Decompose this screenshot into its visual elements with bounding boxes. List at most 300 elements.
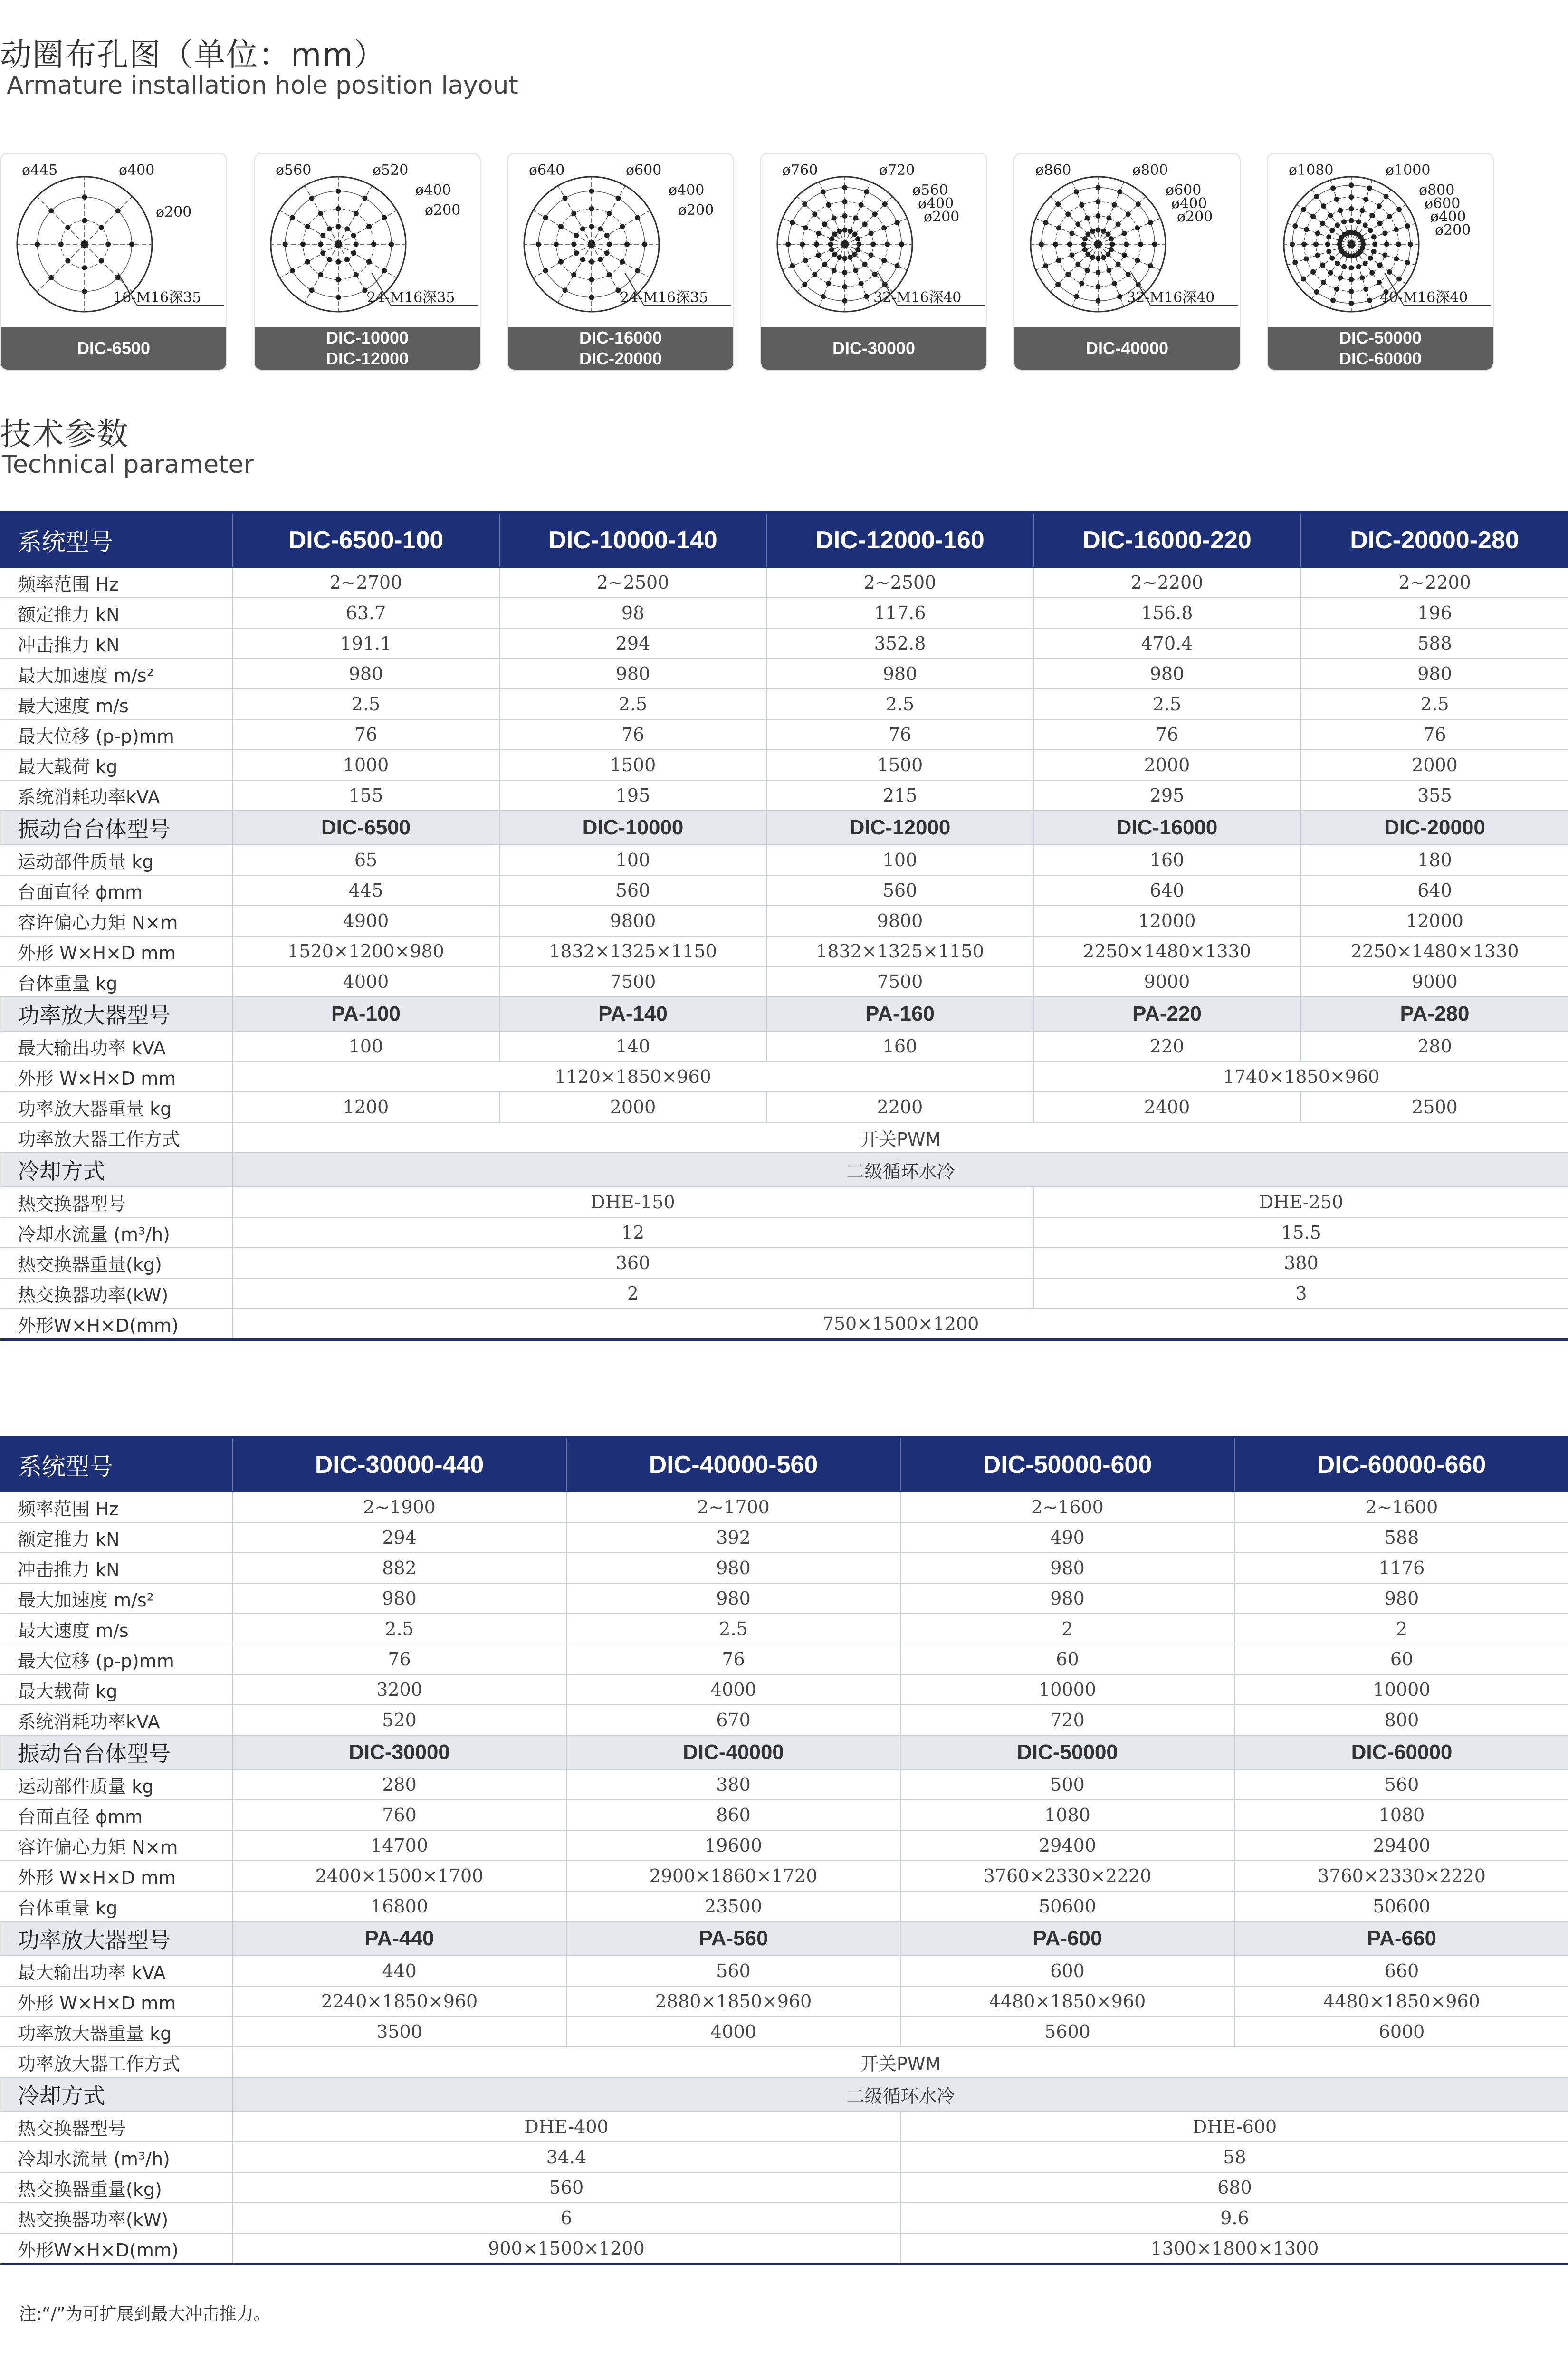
- bolt-hole: [812, 211, 817, 217]
- table-row: [0, 689, 1568, 719]
- table-cell: 3760×2330×2220: [1234, 1861, 1568, 1891]
- table-cell: DIC-50000-600: [900, 1437, 1234, 1492]
- table-cell: 1520×1200×980: [232, 936, 499, 966]
- bolt-hole: [1090, 229, 1095, 234]
- card-model-name: DIC-6500: [76, 338, 151, 358]
- bolt-hole: [1148, 220, 1153, 225]
- bolt-hole: [862, 221, 868, 227]
- table-cell: 980: [499, 659, 766, 689]
- table-cell: 1740×1850×960: [1033, 1061, 1568, 1092]
- table-cell: PA-220: [1033, 997, 1300, 1031]
- table-cell: 2~1600: [900, 1492, 1234, 1522]
- table-cell: 19600: [566, 1830, 900, 1861]
- bolt-hole: [856, 242, 861, 247]
- hole-spec-label: 24-M16深35: [620, 289, 708, 306]
- table-cell: 7500: [499, 966, 766, 997]
- bolt-hole: [822, 262, 827, 267]
- table-row: [0, 906, 1568, 936]
- bolt-hole: [1313, 242, 1319, 247]
- table-cell: 445: [232, 875, 499, 906]
- bolt-hole: [855, 247, 860, 252]
- bolt-hole: [821, 294, 826, 299]
- bolt-hole: [574, 250, 579, 256]
- row-label: 功率放大器重量 kg: [0, 2017, 232, 2047]
- table-cell: 600: [900, 1956, 1234, 1986]
- bolt-hole: [82, 265, 87, 270]
- table-cell: DIC-16000: [1033, 811, 1300, 845]
- table-cell: 29400: [900, 1830, 1234, 1861]
- bolt-hole: [1377, 280, 1382, 285]
- row-label: 最大输出功率 kVA: [0, 1956, 232, 1986]
- armature-card: [1013, 153, 1241, 371]
- hole-spec-label: 32-M16深40: [873, 289, 962, 306]
- center-hole: [841, 240, 849, 248]
- table-cell: 2.5: [499, 689, 766, 719]
- bolt-hole: [1106, 268, 1111, 273]
- table-cell: 980: [232, 659, 499, 689]
- bolt-hole: [832, 215, 837, 220]
- bolt-hole: [852, 231, 858, 237]
- bolt-hole: [1408, 242, 1413, 247]
- table-cell: 76: [232, 719, 499, 750]
- bolt-hole: [1055, 201, 1061, 207]
- bolt-hole: [832, 268, 837, 273]
- table-cell: 4900: [232, 906, 499, 936]
- table-cell: 2.5: [1033, 689, 1300, 719]
- bolt-hole: [1079, 202, 1084, 208]
- table-cell: 1500: [766, 750, 1033, 780]
- bolt-hole: [1152, 242, 1157, 247]
- table-cell: 1300×1800×1300: [900, 2233, 1568, 2265]
- bolt-hole: [354, 272, 359, 277]
- table-row: [0, 1278, 1568, 1309]
- bolt-hole: [1101, 229, 1106, 234]
- table-cell: 76: [499, 719, 766, 750]
- group-row: [0, 997, 1568, 1031]
- table-cell: 2500: [1300, 1092, 1568, 1122]
- table-cell: 1500: [499, 750, 766, 780]
- table-cell: DIC-16000-220: [1033, 513, 1300, 568]
- table-cell: 980: [766, 659, 1033, 689]
- header-row: [0, 1437, 1568, 1492]
- table-row: [0, 1522, 1568, 1553]
- table-cell: 34.4: [232, 2142, 900, 2172]
- bolt-hole: [563, 287, 568, 293]
- bolt-hole: [899, 242, 904, 247]
- bolt-hole: [872, 211, 878, 217]
- bolt-hole: [882, 201, 888, 207]
- bolt-hole: [1349, 277, 1354, 282]
- bolt-hole: [563, 196, 568, 201]
- table-cell: 280: [232, 1769, 566, 1800]
- center-hole: [81, 240, 88, 248]
- bolt-hole: [1310, 269, 1316, 275]
- table-cell: PA-560: [566, 1921, 900, 1956]
- table-cell: 76: [766, 719, 1033, 750]
- bolt-hole: [1368, 228, 1373, 233]
- center-hole: [1094, 240, 1102, 248]
- row-label: 额定推力 kN: [0, 1522, 232, 1553]
- bolt-hole: [1369, 213, 1375, 218]
- table-cell: 660: [1234, 1956, 1568, 1986]
- table-cell: DIC-60000: [1234, 1735, 1568, 1769]
- bolt-hole: [829, 247, 834, 252]
- bolt-hole: [389, 242, 394, 247]
- row-label: 最大载荷 kg: [0, 1674, 232, 1705]
- table-cell: DIC-10000-140: [499, 513, 766, 568]
- table-cell: 60: [1234, 1644, 1568, 1674]
- bolt-hole: [848, 255, 853, 260]
- bolt-hole: [802, 282, 807, 287]
- bolt-hole: [366, 224, 372, 229]
- dimension-label: ø600: [1425, 195, 1461, 212]
- table-cell: 560: [499, 875, 766, 906]
- bolt-hole: [1096, 228, 1101, 233]
- table-cell: 2~1600: [1234, 1492, 1568, 1522]
- dimension-label: ø200: [156, 204, 192, 220]
- bolt-hole: [1349, 265, 1354, 270]
- bolt-hole: [1387, 214, 1392, 219]
- table-cell: 156.8: [1033, 598, 1300, 628]
- row-label: 热交换器重量(kg): [0, 2172, 232, 2203]
- bolt-hole: [1109, 242, 1115, 247]
- bolt-hole: [1363, 261, 1368, 266]
- bolt-hole: [785, 242, 791, 247]
- table-row: [0, 2172, 1568, 2203]
- table-cell: DIC-50000: [900, 1735, 1234, 1769]
- bolt-hole: [1075, 262, 1080, 267]
- table-cell: 440: [232, 1956, 566, 1986]
- table-cell: 2: [1234, 1614, 1568, 1644]
- bolt-hole: [1360, 238, 1365, 243]
- bolt-hole: [1382, 253, 1387, 258]
- bolt-hole: [1079, 281, 1084, 286]
- bolt-hole: [826, 202, 831, 208]
- bolt-hole: [1124, 242, 1129, 247]
- bolt-hole: [1096, 213, 1101, 219]
- row-label: 振动台台体型号: [0, 1735, 232, 1769]
- bolt-hole: [1328, 270, 1333, 276]
- bolt-hole: [543, 268, 548, 273]
- table-cell: 2400: [1033, 1092, 1300, 1122]
- bolt-hole: [826, 281, 831, 286]
- bolt-hole: [842, 270, 848, 275]
- armature-card: [760, 153, 987, 371]
- table-row: [0, 1769, 1568, 1800]
- table-row: [0, 2233, 1568, 2265]
- row-label: 最大速度 m/s: [0, 689, 232, 719]
- table-cell: 76: [566, 1644, 900, 1674]
- dimension-label: ø400: [918, 195, 954, 212]
- dimension-label: ø520: [373, 162, 409, 179]
- table-row: [0, 2203, 1568, 2233]
- bolt-hole: [1126, 272, 1131, 277]
- bolt-hole: [869, 231, 874, 236]
- dimension-label: ø445: [22, 162, 58, 179]
- table-cell: 9800: [499, 906, 766, 936]
- row-label: 台体重量 kg: [0, 966, 232, 997]
- dimension-label: ø760: [782, 162, 818, 179]
- bolt-hole: [1321, 280, 1326, 285]
- bolt-hole: [336, 277, 341, 282]
- bolt-hole: [1085, 231, 1090, 237]
- armature-card: [1267, 153, 1494, 371]
- table-row: [0, 780, 1568, 811]
- table-cell: 295: [1033, 780, 1300, 811]
- bolt-hole: [1096, 199, 1101, 204]
- bolt-hole: [48, 208, 54, 213]
- bolt-hole: [832, 252, 837, 257]
- bolt-hole: [803, 225, 808, 230]
- table-cell: 560: [232, 2172, 900, 2203]
- table-cell: PA-600: [900, 1921, 1234, 1956]
- bolt-hole: [895, 263, 900, 268]
- bolt-hole: [832, 231, 837, 237]
- table-cell: 4480×1850×960: [1234, 1986, 1568, 2017]
- bolt-hole: [1135, 258, 1140, 263]
- table-cell: 860: [566, 1800, 900, 1830]
- armature-card: [507, 153, 734, 371]
- table-cell: 160: [1033, 845, 1300, 875]
- table-cell: 4000: [566, 1674, 900, 1705]
- bolt-hole: [318, 211, 323, 216]
- bolt-hole: [1334, 197, 1339, 202]
- table-row: [0, 628, 1568, 659]
- table-cell: 117.6: [766, 598, 1033, 628]
- bolt-hole: [300, 242, 306, 247]
- center-hole: [335, 240, 342, 248]
- table-row: [0, 1986, 1568, 2017]
- bolt-hole: [1082, 236, 1088, 241]
- table-cell: 98: [499, 598, 766, 628]
- bolt-hole: [837, 255, 842, 260]
- table-cell: 900×1500×1200: [232, 2233, 900, 2265]
- table-cell: 开关PWM: [232, 2047, 1568, 2077]
- group-row: [0, 811, 1568, 845]
- bolt-hole: [48, 275, 54, 280]
- table-cell: 7500: [766, 966, 1033, 997]
- row-label: 容许偏心力矩 N×m: [0, 1830, 232, 1861]
- bolt-hole: [589, 295, 594, 300]
- section1-title-en: Armature installation hole position layout: [7, 71, 518, 100]
- bolt-hole: [816, 252, 821, 258]
- bolt-hole: [1310, 214, 1316, 219]
- bolt-hole: [1116, 262, 1121, 267]
- bolt-hole: [58, 242, 64, 247]
- table-cell: DIC-40000: [566, 1735, 900, 1769]
- table-cell: 1176: [1234, 1553, 1568, 1583]
- bolt-hole: [1304, 227, 1309, 232]
- bolt-hole: [624, 242, 630, 247]
- table-row: [0, 1492, 1568, 1522]
- card-model-name: DIC-40000: [1085, 338, 1169, 358]
- table-row: [0, 875, 1568, 906]
- bolt-hole: [336, 206, 341, 211]
- bolt-hole: [1377, 203, 1382, 209]
- bolt-hole: [1106, 231, 1111, 237]
- bolt-hole: [842, 284, 848, 289]
- bolt-hole: [336, 259, 341, 265]
- bolt-hole: [853, 268, 858, 273]
- table-cell: 560: [566, 1956, 900, 1986]
- table-row: [0, 1092, 1568, 1122]
- bolt-hole: [1349, 301, 1354, 306]
- table-cell: 355: [1300, 780, 1568, 811]
- bolt-hole: [620, 259, 625, 265]
- bolt-hole: [842, 199, 848, 204]
- table-cell: 2250×1480×1330: [1300, 936, 1568, 966]
- table-cell: 58: [900, 2142, 1568, 2172]
- dimension-label: ø400: [119, 162, 155, 179]
- table-cell: 155: [232, 780, 499, 811]
- table-row: [0, 1031, 1568, 1061]
- dimension-label: ø200: [924, 209, 960, 225]
- hole-spec-label: 40-M16深40: [1380, 289, 1468, 306]
- bolt-hole: [320, 250, 325, 256]
- row-label: 最大位移 (p-p)mm: [0, 1644, 232, 1674]
- table-cell: DIC-60000-660: [1234, 1437, 1568, 1492]
- table-row: [0, 2017, 1568, 2047]
- dimension-label: ø200: [678, 202, 714, 219]
- bolt-hole: [822, 221, 827, 227]
- bolt-hole: [1074, 294, 1079, 299]
- bolt-hole: [589, 206, 594, 211]
- row-label: 容许偏心力矩 N×m: [0, 906, 232, 936]
- bolt-hole: [574, 233, 579, 238]
- table-cell: 二级循环水冷: [232, 1153, 1568, 1187]
- table-cell: 6000: [1234, 2017, 1568, 2047]
- row-label: 最大输出功率 kVA: [0, 1031, 232, 1061]
- section2-title-zh: 技术参数: [0, 416, 129, 452]
- card-model-name: DIC-50000: [1339, 328, 1422, 347]
- table-cell: 380: [566, 1769, 900, 1800]
- row-label: 系统消耗功率kVA: [0, 780, 232, 811]
- table-cell: 720: [900, 1705, 1234, 1735]
- table-cell: DIC-20000: [1300, 811, 1568, 845]
- table-row: [0, 1583, 1568, 1614]
- table-row: [0, 2047, 1568, 2077]
- card-model-caption: [508, 327, 733, 370]
- table-cell: 980: [900, 1583, 1234, 1614]
- table-cell: 1200: [232, 1092, 499, 1122]
- table-cell: 750×1500×1200: [232, 1309, 1568, 1340]
- bolt-hole: [543, 215, 548, 220]
- table-cell: 280: [1300, 1031, 1568, 1061]
- bolt-hole: [1126, 211, 1131, 217]
- bolt-hole: [1101, 255, 1106, 260]
- bolt-hole: [554, 242, 559, 247]
- bolt-hole: [855, 236, 860, 241]
- table-cell: 980: [900, 1553, 1234, 1583]
- bolt-hole: [99, 258, 104, 264]
- dimension-label: ø800: [1132, 162, 1168, 179]
- bolt-hole: [1116, 221, 1121, 227]
- table-cell: PA-440: [232, 1921, 566, 1956]
- table-cell: 4480×1850×960: [900, 1986, 1234, 2017]
- bolt-hole: [842, 298, 848, 304]
- table-cell: PA-280: [1300, 997, 1568, 1031]
- bolt-hole: [1065, 211, 1071, 217]
- hole-layout-diagram: [761, 154, 987, 330]
- table-cell: 490: [900, 1522, 1234, 1553]
- table-cell: 6: [232, 2203, 900, 2233]
- bolt-hole: [1043, 263, 1048, 268]
- bolt-hole: [607, 211, 612, 216]
- table-cell: 15.5: [1033, 1217, 1568, 1248]
- bolt-hole: [344, 226, 350, 231]
- bolt-hole: [870, 242, 876, 247]
- table-cell: 12000: [1300, 906, 1568, 936]
- table-cell: 2000: [1033, 750, 1300, 780]
- table-row: [0, 750, 1568, 780]
- bolt-hole: [598, 257, 603, 262]
- table-cell: DIC-6500-100: [232, 513, 499, 568]
- table-row: [0, 1614, 1568, 1644]
- table-cell: 2240×1850×960: [232, 1986, 566, 2017]
- bolt-hole: [1349, 289, 1354, 294]
- table-cell: 3500: [232, 2017, 566, 2047]
- table-cell: DIC-30000: [232, 1735, 566, 1769]
- bolt-hole: [115, 208, 121, 213]
- table-cell: 9000: [1300, 966, 1568, 997]
- bolt-hole: [290, 268, 295, 273]
- bolt-hole: [790, 263, 795, 268]
- bolt-hole: [366, 259, 372, 265]
- bolt-hole: [842, 228, 848, 233]
- row-label: 冷却水流量 (m³/h): [0, 1217, 232, 1248]
- row-label: 热交换器功率(kW): [0, 1278, 232, 1309]
- bolt-hole: [1363, 287, 1368, 292]
- bolt-hole: [309, 287, 315, 293]
- bolt-hole: [1335, 261, 1340, 266]
- table-cell: 500: [900, 1769, 1234, 1800]
- table-cell: DIC-12000-160: [766, 513, 1033, 568]
- bolt-hole: [558, 259, 564, 265]
- table-cell: 670: [566, 1705, 900, 1735]
- bolt-hole: [1341, 219, 1347, 224]
- bolt-hole: [1085, 252, 1090, 257]
- armature-layout-cards: [0, 153, 1501, 372]
- row-label: 运动部件质量 kg: [0, 845, 232, 875]
- row-label: 功率放大器型号: [0, 1921, 232, 1956]
- table-cell: 3: [1033, 1278, 1568, 1309]
- table-cell: 9000: [1033, 966, 1300, 997]
- bolt-hole: [1377, 221, 1383, 226]
- table-cell: 4000: [566, 2017, 900, 2047]
- table-cell: DIC-6500: [232, 811, 499, 845]
- table-cell: 800: [1234, 1705, 1568, 1735]
- bolt-hole: [82, 194, 87, 200]
- bolt-hole: [800, 242, 805, 247]
- table-cell: 65: [232, 845, 499, 875]
- table-cell: PA-160: [766, 997, 1033, 1031]
- bolt-hole: [1074, 189, 1079, 194]
- table-cell: 2200: [766, 1092, 1033, 1122]
- bolt-hole: [790, 220, 795, 225]
- table-row: [0, 966, 1568, 997]
- header-row: [0, 513, 1568, 568]
- bolt-hole: [821, 189, 826, 194]
- bolt-hole: [842, 213, 848, 219]
- bolt-hole: [336, 189, 341, 194]
- table-row: [0, 2142, 1568, 2172]
- bolt-hole: [65, 225, 70, 230]
- bolt-hole: [35, 242, 40, 247]
- bolt-hole: [1405, 260, 1410, 265]
- bolt-hole: [1334, 287, 1339, 292]
- table-cell: 195: [499, 780, 766, 811]
- armature-card: [0, 153, 227, 371]
